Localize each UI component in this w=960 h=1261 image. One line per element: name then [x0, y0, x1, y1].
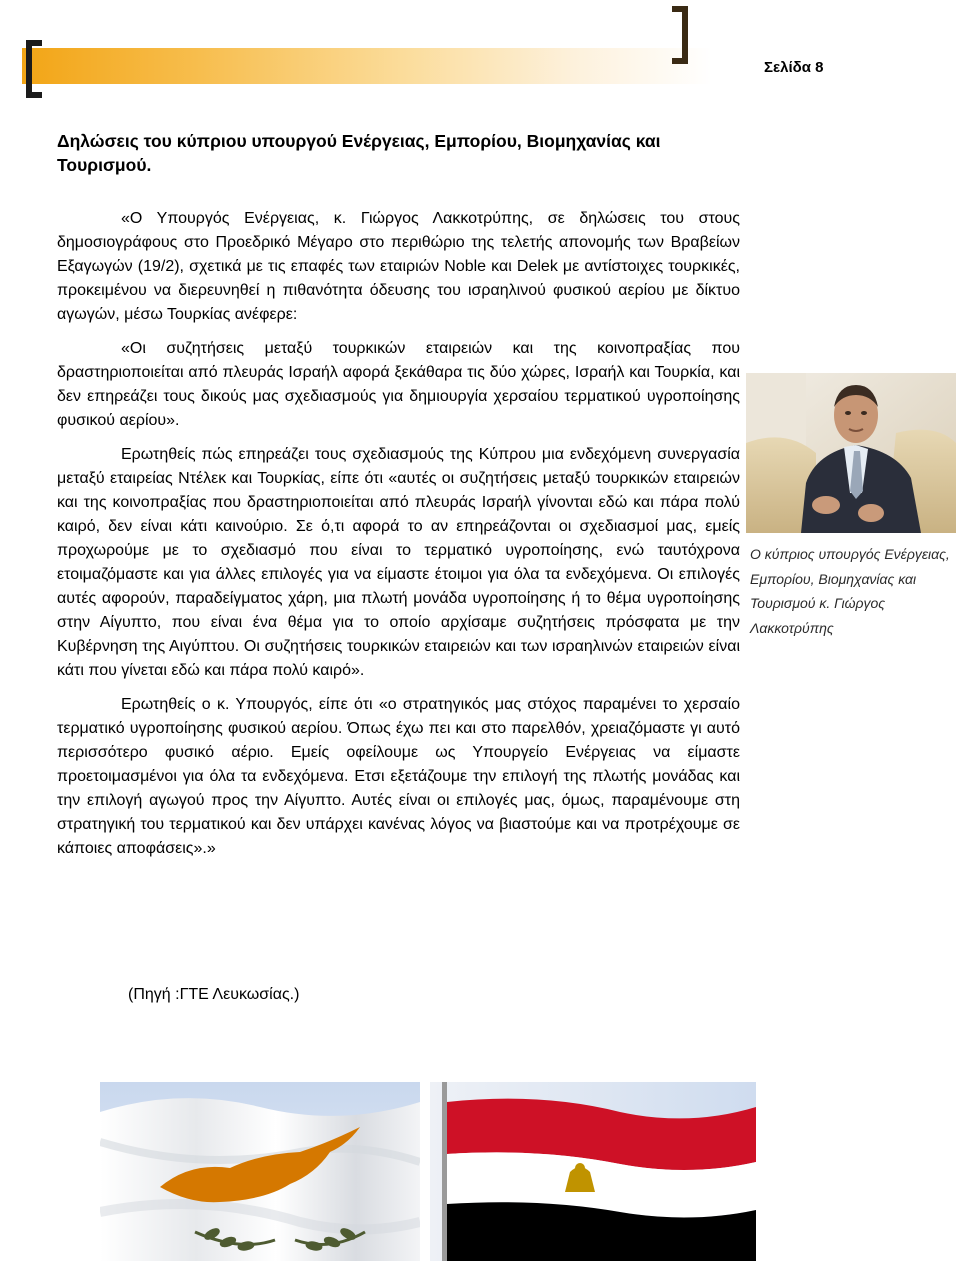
photo-caption: Ο κύπριος υπουργός Ενέργειας, Εμπορίου, Βιομηχανίας και Τουρισμού κ. Γιώργος Λακκοτρύπης	[750, 546, 950, 636]
cyprus-flag-image	[100, 1082, 420, 1261]
header-bar	[22, 48, 712, 84]
article-title: Δηλώσεις του κύπριου υπουργού Ενέργειας, Εμπορίου, Βιομηχανίας και Τουρισμού.	[57, 131, 661, 175]
article-paragraph-3: Ερωτηθείς πώς επηρεάζει τους σχεδιασμούς της Κύπρου μια ενδεχόμενη συνεργασία μεταξύ εταιρείας Ντέλεκ και Τουρκίας, είπε ότι «αυτές οι συζητήσεις μεταξύ τουρκικών εταιρειών και της κοινοπραξίας που δραστηριοποιείται από πλευράς Ισραήλ γίνονται εδώ και πάρα πολύ καιρό, δεν είναι κάτι καινούριο. Σε ό,τι αφορά το αν επηρεάζονται οι σχεδιασμοί μας, εμείς προχωρούμε με το σχεδιασμό που είναι το τερματικό υγροποίησης, ενώ ταυτόχρονα ετοιμαζόμαστε και για άλλες επιλογές για να είμαστε έτοιμοι για όλα τα ενδεχόμενα. Οι επιλογές αυτές αφορούν, παραδείγματος χάρη, μια πλωτή μονάδα υγροποίησης ή το θέμα υγροποίησης στην Αίγυπτο, που είναι ένα θέμα για το οποίο αρχίσαμε συζητήσεις πρόσφατα με την Κυβέρνηση της Αιγύπτου. Οι συζητήσεις τουρκικών εταιρειών και των ισραηλινών εταιρειών είναι κάτι που γίνεται εδώ και πάρα πολύ καιρό».	[57, 446, 740, 679]
article-paragraph-1: «Ο Υπουργός Ενέργειας, κ. Γιώργος Λακκοτρύπης, σε δηλώσεις του στους δημοσιογράφους στο Προεδρικό Μέγαρο στο περιθώριο της τελετής απονομής των Βραβείων Εξαγωγών (19/2), σχετικά με τις επαφές των εταιριών Noble και Delek με αντίστοιχες τουρκικές, προκειμένου να διερευνηθεί η πιθανότητα όδευσης του ισραηλινού φυσικού αερίου με δίκτυο αγωγών, μέσω Τουρκίας ανέφερε:	[57, 210, 740, 323]
left-bracket-decoration	[26, 40, 42, 98]
egypt-flag-image	[430, 1082, 756, 1261]
right-bracket-decoration	[672, 6, 688, 64]
article-source: (Πηγή :ΓΤΕ Λευκωσίας.)	[128, 986, 300, 1003]
minister-photo	[746, 373, 956, 533]
article-paragraph-2: «Οι συζητήσεις μεταξύ τουρκικών εταιρειών και της κοινοπραξίας που δραστηριοποιείται από πλευράς Ισραήλ αφορά ξεκάθαρα τις δύο χώρες, Ισραήλ και Τουρκία, και δεν επηρεάζει τους δικούς μας σχεδιασμούς για δημιουργία χερσαίου τερματικού υγροποίησης φυσικού αερίου».	[57, 340, 740, 429]
article-body	[57, 129, 740, 871]
page-number: Σελίδα 8	[764, 59, 824, 76]
article-paragraph-4: Ερωτηθείς ο κ. Υπουργός, είπε ότι «ο στρατηγικός μας στόχος παραμένει το χερσαίο τερματικό υγροποίησης φυσικού αερίου. Όπως έχω πει και στο παρελθόν, χρειαζόμαστε γι αυτό περισσότερο φυσικό αέριο. Εμείς οφείλουμε ως Υπουργείο Ενέργειας να είμαστε προετοιμασμένοι για όλα τα ενδεχόμενα. Ετσι εξετάζουμε την επιλογή της πλωτής μονάδας και την επιλογή αγωγού προς την Αίγυπτο. Αυτές είναι οι επιλογές μας, όμως, παραμένουμε στη στρατηγική του τερματικού και δεν υπάρχει κανένας λόγος να βιαστούμε και να προτρέχουμε σε κάποιες αποφάσεις».»	[57, 696, 740, 857]
